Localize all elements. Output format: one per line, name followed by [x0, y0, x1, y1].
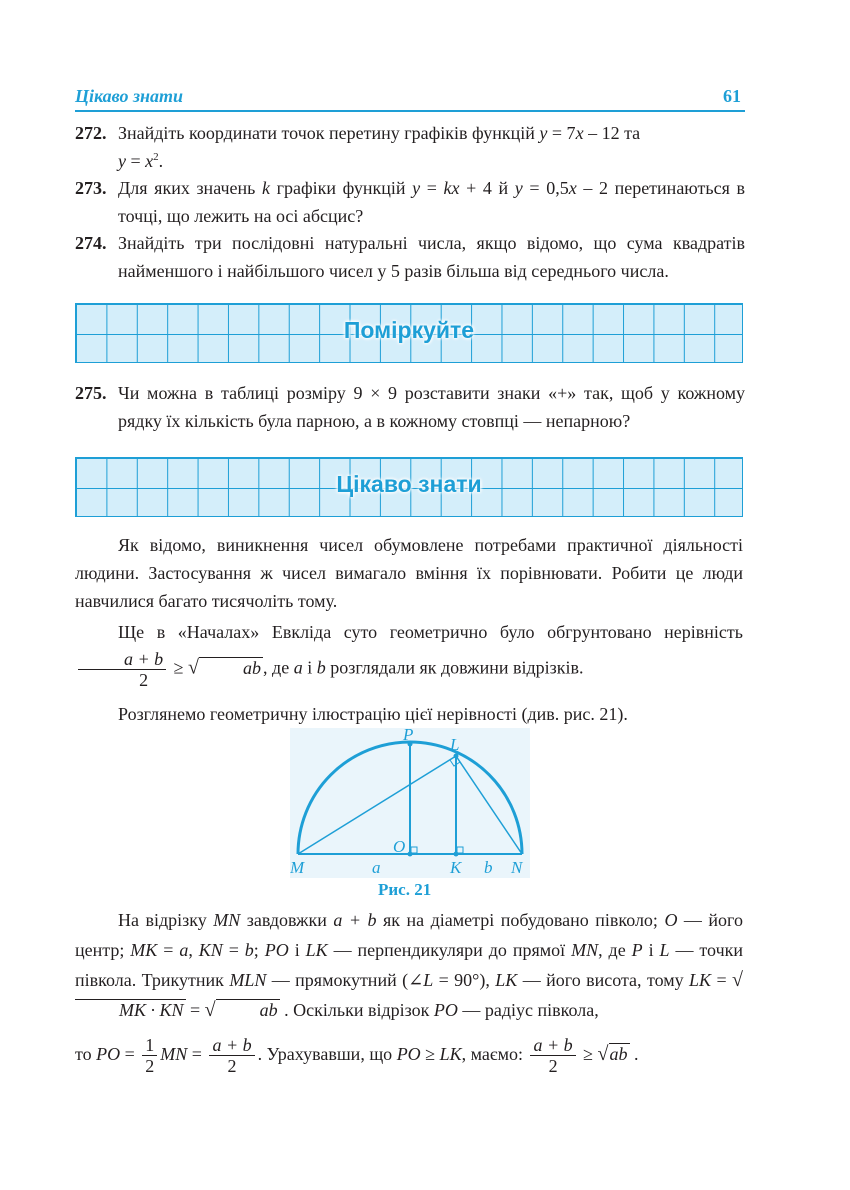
fraction-a-plus-b-over-2: $\frac{a + b}{2}$ [78, 649, 166, 690]
paragraph-proof: На відрізку MN завдовжки a + b як на діаметрі побудовано півколо; O — його центр; MK = a, KN = b; PO і LK — перпендикуляри до прямої MN, де P і L — точки півкола. Трикутник MLN — прямокутний (∠L = 90°), LK — його висота, тому LK = √MK · KN = √ ab . Оскільки відрізок PO — радіус півкола, [75, 910, 744, 1021]
think-banner [75, 303, 743, 363]
header-rule [75, 110, 745, 112]
label-m: M [290, 858, 305, 877]
problem-text: Знайдіть три послідовні натуральні числа, якщо відомо, що сума квадратів найменшого і найбільшого чисел у 5 разів більша від середнього числа. [118, 233, 745, 281]
problem-274 [75, 229, 745, 285]
problem-text: Для яких значень k графіки функцій y = kx + 4 й y = 0,5x – 2 перетинаються в точці, що лежить на осі абсцис? [118, 178, 745, 226]
problem-number: 274. [75, 233, 107, 253]
paragraph-conclusion: то PO = $\frac{1}{2}$ MN = $\frac{a + b}{2}$ . Урахувавши, що PO ≥ LK, маємо: $\frac{a + b}{2}$ ≥ √ab . [75, 1035, 639, 1077]
label-l: L [450, 735, 460, 754]
problem-text: Знайдіть координати точок перетину графіків функцій y = 7x – 12 та $y = x^2$. [118, 123, 641, 171]
problem-272 [75, 119, 745, 175]
problem-273 [75, 174, 745, 230]
problem-number: 272. [75, 123, 107, 143]
label-a: a [372, 858, 381, 877]
problem-text: Чи можна в таблиці розміру 9 × 9 розставити знаки «+» так, щоб у кожному рядку їх кількість була парною, а в кожному стовпці — непарною? [118, 383, 745, 431]
label-b: b [484, 858, 493, 877]
label-p: P [403, 728, 414, 744]
problem-number: 275. [75, 383, 107, 403]
point-l [454, 754, 459, 759]
point-k [454, 852, 459, 857]
fraction-one-half: $\frac{1}{2}$ [142, 1035, 157, 1076]
banner-title: Цікаво знати [336, 471, 482, 497]
know-banner [75, 457, 743, 517]
section-title: Цікаво знати [75, 86, 184, 106]
point-o [408, 852, 413, 857]
problem-275 [75, 379, 745, 435]
page-number: 61 [723, 86, 741, 106]
fraction-a-plus-b-over-2: $\frac{a + b}{2}$ [209, 1035, 254, 1076]
label-o: O [393, 837, 406, 856]
figure-caption: Рис. 21 [378, 880, 432, 899]
figure-21-semicircle [290, 728, 530, 878]
problem-number: 273. [75, 178, 107, 198]
banner-title: Поміркуйте [343, 317, 475, 343]
paragraph-figure-ref: Розглянемо геометричну ілюстрацію цієї нерівності (див. рис. 21). [118, 704, 628, 724]
paragraph-euclid: Ще в «Началах» Евкліда суто геометрично було обгрунтовано нерівність $\frac{a + b}{2}$ ≥ √ ab , де a і b розглядали як довжини відрізків. [75, 615, 743, 690]
fraction-a-plus-b-over-2: $\frac{a + b}{2}$ [530, 1035, 575, 1076]
label-n: N [511, 858, 523, 877]
running-head [75, 86, 743, 108]
label-k: K [450, 858, 462, 877]
paragraph-history: Як відомо, виникнення чисел обумовлене потребами практичної діяльності людини. Застосування ж чисел вимагало вміння їх порівнювати. Робити це люди навчилися багато тисячоліть тому. [75, 535, 743, 611]
